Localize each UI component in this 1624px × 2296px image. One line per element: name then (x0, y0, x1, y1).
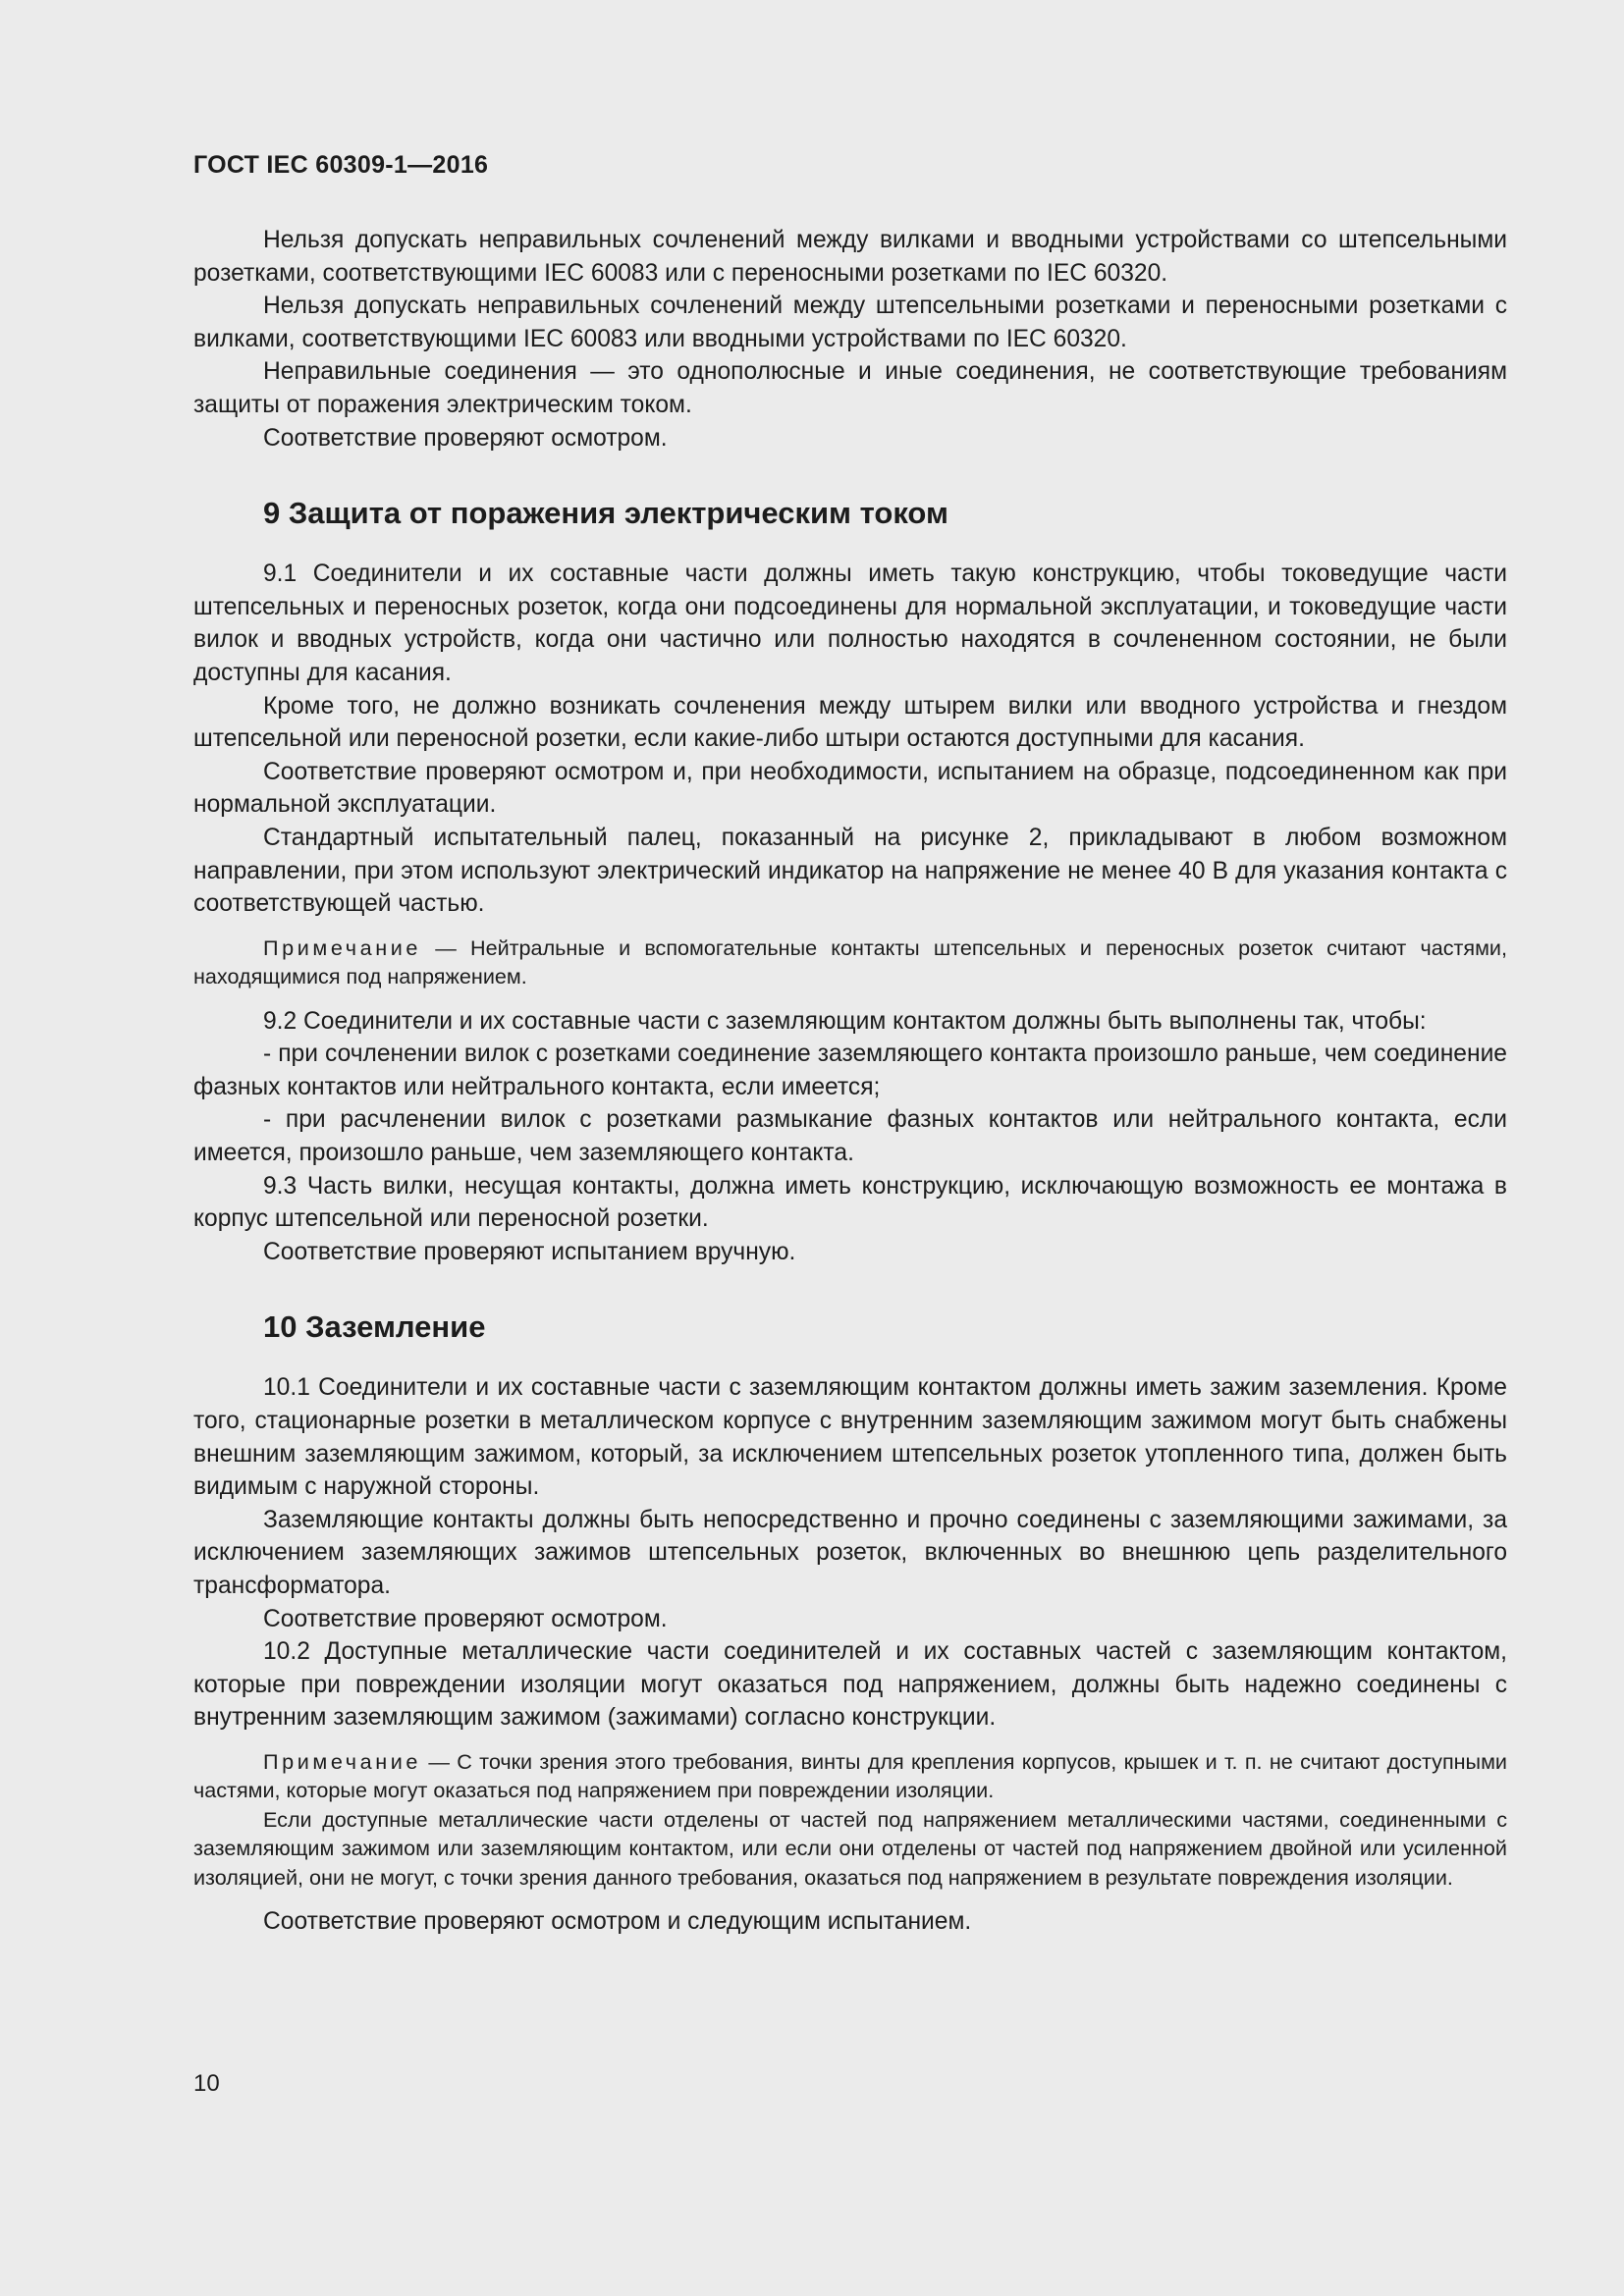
note-block (193, 1747, 1507, 1893)
note-label: Примечание (263, 1748, 421, 1774)
paragraph: Неправильные соединения — это однополюсные и иные соединения, не соответствующие требованиям защиты от поражения электрическим током. (193, 358, 1507, 418)
note-continuation: Если доступные металлические части отделены от частей под напряжением металлическими частями, соединенными с заземляющим зажимом или заземляющим контактом, или если они отделены от частей под напряжением двойной или усиленной изоляцией, они не могут, с точки зрения данного требования, оказаться под напряжением в результате повреждения изоляции. (193, 1806, 1507, 1890)
note (193, 934, 1507, 991)
note-text: — Нейтральные и вспомогательные контакты штепсельных и переносных розеток считают частями, находящимися под напряжением. (193, 934, 1507, 989)
paragraph: Соответствие проверяют осмотром. (263, 424, 668, 452)
paragraph: 9.2 Соединители и их составные части с заземляющим контактом должны быть выполнены так, чтобы: (263, 1007, 1427, 1035)
paragraph: Стандартный испытательный палец, показанный на рисунке 2, прикладывают в любом возможном направлении, при этом используют электрический индикатор на напряжение не менее 40 В для указания контакта с соответствующей частью. (193, 824, 1507, 918)
paragraph: Нельзя допускать неправильных сочленений между вилками и вводными устройствами со штепсельными розетками, соответствующими IEC 60083 или с переносными розетками по IEC 60320. (193, 227, 1507, 287)
document-header: ГОСТ IEC 60309-1—2016 (193, 151, 489, 179)
section-heading: 9 Защита от поражения электрическим током (263, 496, 948, 531)
paragraph: Нельзя допускать неправильных сочленений между штепсельными розетками и переносными розетками с вилками, соответствующими IEC 60083 или вводными устройствами по IEC 60320. (193, 293, 1507, 352)
paragraph: 10.2 Доступные металлические части соединителей и их составных частей с заземляющим контактом, которые при повреждении изоляции могут оказаться под напряжением, должны быть надежно соединены с внутренним заземляющим зажимом (зажимами) согласно конструкции. (193, 1638, 1507, 1732)
paragraph: Соответствие проверяют осмотром. (263, 1605, 668, 1632)
paragraph: Соответствие проверяют осмотром и следующим испытанием. (263, 1908, 972, 1936)
paragraph: Соответствие проверяют осмотром и, при необходимости, испытанием на образце, подсоединенном как при нормальной эксплуатации. (193, 758, 1507, 819)
intro-section (193, 224, 1507, 454)
section-heading: 10 Заземление (263, 1309, 486, 1345)
note-label: Примечание (263, 934, 421, 960)
note-text: — С точки зрения этого требования, винты для крепления корпусов, крышек и т. п. не считают доступными частями, которые могут оказаться под напряжением при повреждении изоляции. (193, 1748, 1507, 1803)
note (193, 1747, 1507, 1805)
note-block (193, 934, 1507, 991)
list-item: - при расчленении вилок с розетками размыкание фазных контактов или нейтрального контакта, если имеется, произошло раньше, чем заземляющего контакта. (193, 1106, 1507, 1167)
paragraph: Соответствие проверяют испытанием вручную. (263, 1238, 796, 1265)
document-page (193, 147, 1507, 1939)
paragraph: 10.1 Соединители и их составные части с заземляющим контактом должны иметь зажим заземления. Кроме того, стационарные розетки в металлическом корпусе с внутренним заземляющим зажимом могут быть снабжены внешним заземляющим зажимом, который, за исключением штепсельных розеток утопленного типа, должен быть видимым с наружной стороны. (193, 1374, 1507, 1501)
paragraph: Заземляющие контакты должны быть непосредственно и прочно соединены с заземляющими зажимами, за исключением заземляющих зажимов штепсельных розеток, включенных во внешнюю цепь разделительного трансформатора. (193, 1506, 1507, 1599)
paragraph: 9.3 Часть вилки, несущая контакты, должна иметь конструкцию, исключающую возможность ее монтажа в корпус штепсельной или переносной розетки. (193, 1172, 1507, 1233)
paragraph: Кроме того, не должно возникать сочленения между штырем вилки или вводного устройства и гнездом штепсельной или переносной розетки, если какие-либо штыри остаются доступными для касания. (193, 692, 1507, 753)
section-9 (193, 494, 1507, 1268)
paragraph: 9.1 Соединители и их составные части должны иметь такую конструкцию, чтобы токоведущие части штепсельных и переносных розеток, когда они подсоединены для нормальной эксплуатации, и токоведущие части вилок и вводных устройств, когда они частично или полностью находятся в сочлененном состоянии, не были доступны для касания. (193, 561, 1507, 686)
page-number: 10 (193, 2070, 220, 2097)
section-10 (193, 1308, 1507, 1939)
list-item: - при сочленении вилок с розетками соединение заземляющего контакта произошло раньше, чем соединение фазных контактов или нейтрального контакта, если имеется; (193, 1041, 1507, 1100)
